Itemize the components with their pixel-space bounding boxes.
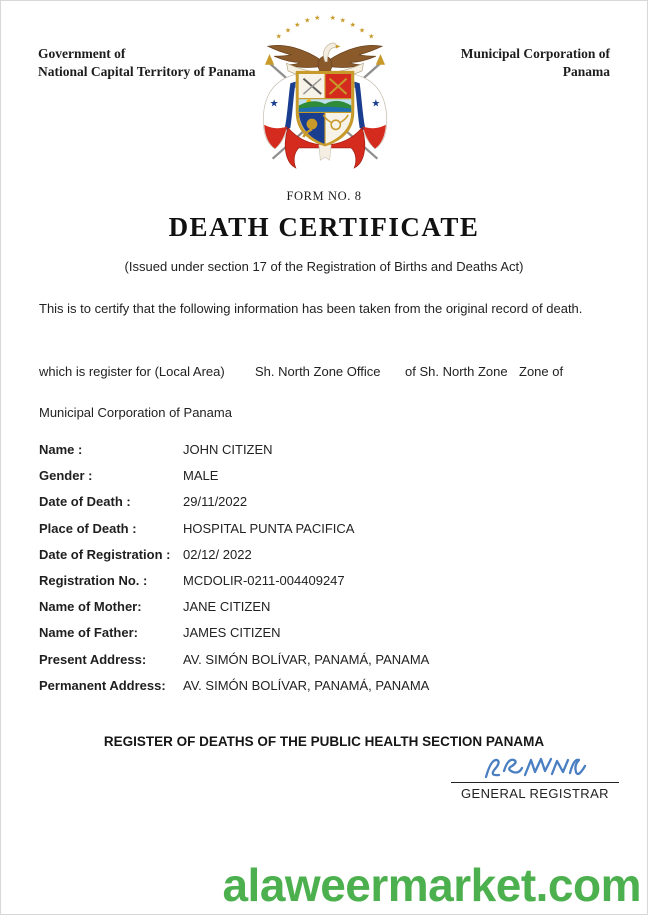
field-row-father-name [39, 625, 619, 651]
field-label: Permanent Address: [39, 677, 166, 693]
svg-text:★: ★ [358, 27, 366, 35]
page-subtitle: (Issued under section 17 of the Registration of Births and Deaths Act) [124, 259, 524, 274]
field-value: HOSPITAL PUNTA PACIFICA [183, 520, 355, 536]
field-value: AV. SIMÓN BOLÍVAR, PANAMÁ, PANAMA [183, 651, 430, 667]
field-row-date-of-registration [39, 547, 619, 573]
field-row-present-address [39, 652, 619, 678]
shield-icon [297, 72, 352, 144]
svg-text:★: ★ [294, 22, 301, 30]
field-label: Place of Death : [39, 520, 137, 536]
signature-line [451, 782, 619, 783]
municipal-corporation [461, 45, 610, 81]
register-of-deaths-heading: REGISTER OF DEATHS OF THE PUBLIC HEALTH SECTION PANAMA [103, 734, 545, 749]
register-zone-value: of Sh. North Zone [405, 364, 508, 379]
field-label: Name of Father: [39, 625, 138, 641]
svg-text:★: ★ [371, 98, 381, 110]
signature-block [451, 751, 619, 801]
field-value: JOHN CITIZEN [183, 442, 273, 457]
issuing-government [38, 45, 256, 81]
certificate-fields [39, 442, 619, 704]
field-label: Gender : [39, 468, 93, 484]
svg-text:★: ★ [368, 33, 375, 41]
field-row-date-of-death [39, 494, 619, 520]
field-row-place-of-death [39, 521, 619, 547]
field-value: AV. SIMÓN BOLÍVAR, PANAMÁ, PANAMA [183, 677, 430, 693]
field-value: JAMES CITIZEN [183, 625, 281, 641]
field-label: Date of Registration : [39, 546, 171, 562]
form-number: FORM NO. 8 [286, 189, 362, 203]
issuing-government-line1: Government of [38, 46, 126, 61]
site-watermark: alaweermarket.com [222, 859, 641, 911]
field-row-name [39, 442, 619, 468]
svg-text:★: ★ [304, 17, 311, 25]
field-label: Present Address: [39, 651, 147, 667]
svg-text:★: ★ [329, 15, 336, 23]
field-label: Date of Death : [39, 494, 131, 510]
field-label: Name of Mother: [39, 599, 142, 615]
field-value: 29/11/2022 [183, 494, 248, 510]
panama-coat-of-arms-icon [248, 12, 402, 176]
page-title: DEATH CERTIFICATE [168, 212, 480, 242]
registrar-signature-icon [480, 751, 590, 785]
municipal-corporation-line1: Municipal Corporation of [460, 46, 610, 61]
municipal-corporation-line2: Panama [562, 63, 610, 79]
svg-text:★: ★ [269, 98, 279, 110]
register-line-prefix: which is register for (Local Area) [39, 364, 225, 379]
svg-text:★: ★ [314, 15, 321, 23]
field-value: JANE CITIZEN [183, 599, 271, 615]
svg-text:★: ★ [339, 17, 346, 25]
field-row-registration-no [39, 573, 619, 599]
field-row-permanent-address [39, 678, 619, 704]
field-value: MCDOLIR-0211-004409247 [183, 572, 345, 588]
stars-arc-icon [276, 14, 375, 40]
register-line-suffix: Zone of [519, 364, 564, 379]
svg-text:★: ★ [349, 22, 356, 30]
svg-text:★: ★ [284, 27, 292, 35]
field-label: Registration No. : [39, 572, 148, 588]
field-value: 02/12/ 2022 [183, 546, 252, 562]
field-row-gender [39, 468, 619, 494]
register-office-value: Sh. North Zone Office [255, 364, 381, 379]
signatory-title: GENERAL REGISTRAR [461, 786, 609, 801]
issuing-government-line2: National Capital Territory of Panama [38, 63, 256, 79]
svg-text:★: ★ [275, 33, 282, 41]
register-corporation-value: Municipal Corporation of Panama [39, 405, 232, 420]
certification-statement: This is to certify that the following information has been taken from the original record of death. [39, 301, 583, 316]
field-label: Name : [39, 442, 83, 457]
field-row-mother-name [39, 599, 619, 625]
field-value: MALE [183, 468, 219, 484]
